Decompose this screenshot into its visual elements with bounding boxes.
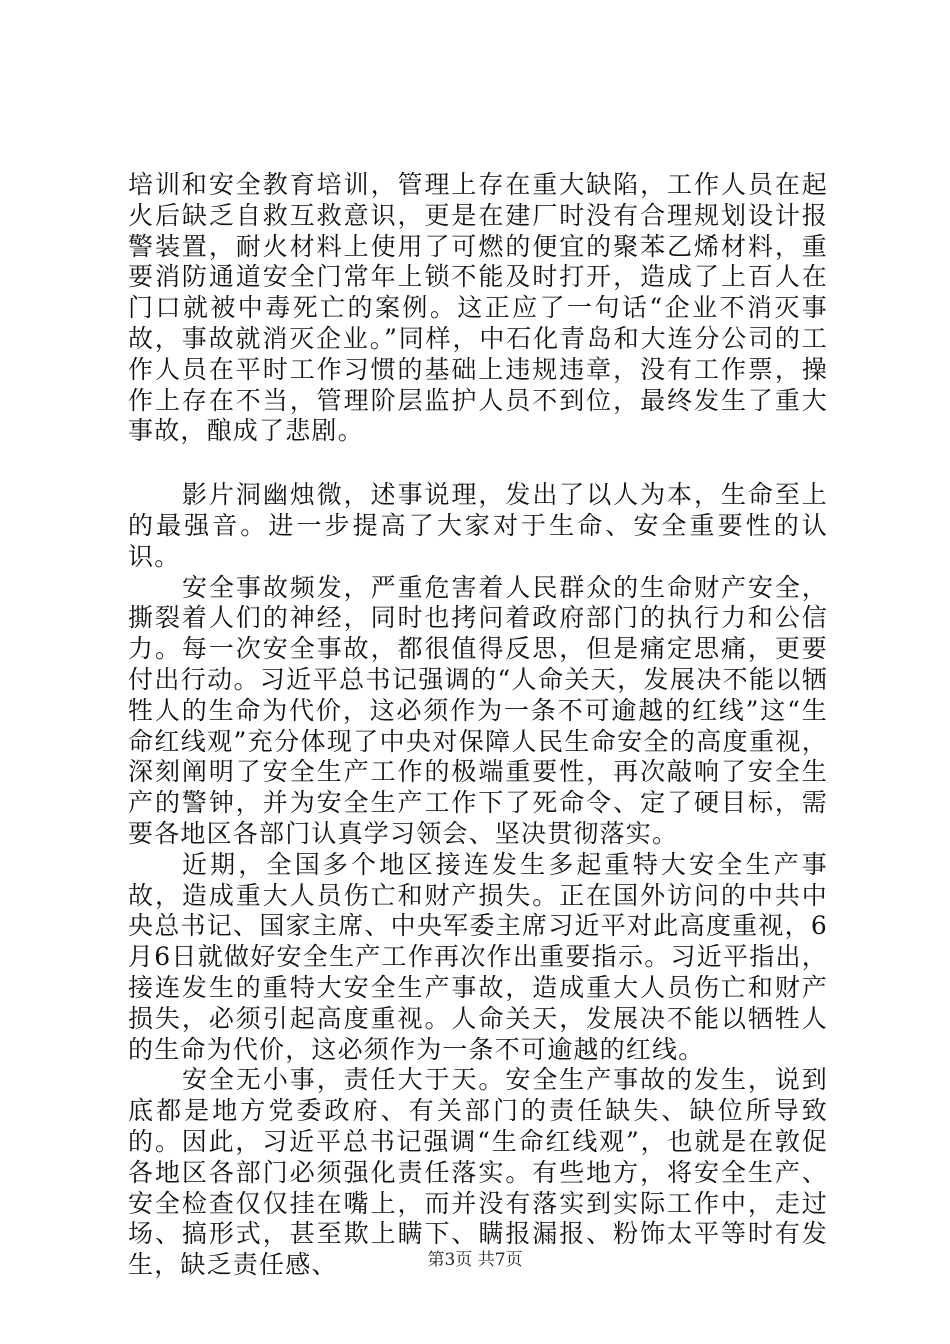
paragraph-2: 影片洞幽烛微，述事说理，发出了以人为本，生命至上的最强音。进一步提高了大家对于生命、安全重要性的认识。 xyxy=(128,480,828,571)
paragraph-3: 安全事故频发，严重危害着人民群众的生命财产安全，撕裂着人们的神经，同时也拷问着政府部门的执行力和公信力。每一次安全事故，都很值得反思，但是痛定思痛，更要付出行动。习近平总书记强调的“人命关天，发展决不能以牺牲人的生命为代价，这必须作为一条不可逾越的红线”这“生命红线观”充分体现了中央对保障人民生命安全的高度重视，深刻阐明了安全生产工作的极端重要性，再次敲响了安全生产的警钟，并为安全生产工作下了死命令、定了硬目标，需要各地区各部门认真学习领会、坚决贯彻落实。 xyxy=(128,572,828,848)
document-body xyxy=(128,170,828,1281)
paragraph-1: 培训和安全教育培训，管理上存在重大缺陷，工作人员在起火后缺乏自救互救意识，更是在建厂时没有合理规划设计报警装置，耐火材料上使用了可燃的便宜的聚苯乙烯材料，重要消防通道安全门常年上锁不能及时打开，造成了上百人在门口就被中毒死亡的案例。这正应了一句话“企业不消灭事故，事故就消灭企业。”同样，中石化青岛和大连分公司的工作人员在平时工作习惯的基础上违规违章，没有工作票，操作上存在不当，管理阶层监护人员不到位，最终发生了重大事故，酿成了悲剧。 xyxy=(128,170,828,446)
paragraph-5: 安全无小事，责任大于天。安全生产事故的发生，说到底都是地方党委政府、有关部门的责任缺失、缺位所导致的。因此，习近平总书记强调“生命红线观”，也就是在敦促各地区各部门必须强化责任落实。有些地方，将安全生产、安全检查仅仅挂在嘴上，而并没有落实到实际工作中，走过场、搞形式，甚至欺上瞒下、瞒报漏报、粉饰太平等时有发生，缺乏责任感、 xyxy=(128,1065,828,1280)
paragraph-4: 近期，全国多个地区接连发生多起重特大安全生产事故，造成重大人员伤亡和财产损失。正在国外访问的中共中央总书记、国家主席、中央军委主席习近平对此高度重视，6月6日就做好安全生产工作再次作出重要指示。习近平指出，接连发生的重特大安全生产事故，造成重大人员伤亡和财产损失，必须引起高度重视。人命关天，发展决不能以牺牲人的生命为代价，这必须作为一条不可逾越的红线。 xyxy=(128,849,828,1064)
page-number-footer: 第3页 共7页 xyxy=(427,1250,523,1270)
paragraph-gap xyxy=(128,447,828,480)
